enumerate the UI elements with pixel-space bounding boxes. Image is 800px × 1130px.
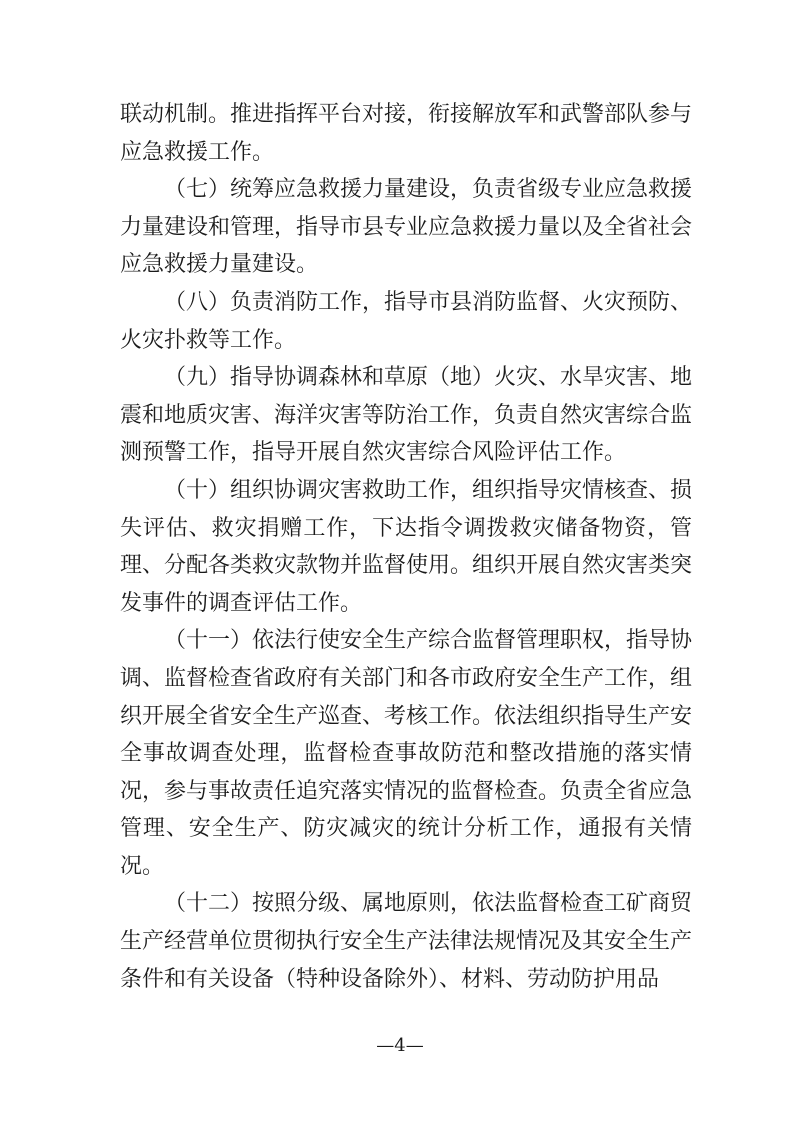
paragraph-item-8: （八）负责消防工作，指导市县消防监督、火灾预防、火灾扑救等工作。: [120, 289, 693, 353]
document-body: [120, 96, 692, 998]
paragraph-item-10: （十）组织协调灾害救助工作，组织指导灾情核查、损失评估、救灾捐赠工作，下达指令调拨救灾储备物资，管理、分配各类救灾款物并监督使用。组织开展自然灾害类突发事件的调查评估工作。: [120, 477, 693, 616]
paragraph-item-9: （九）指导协调森林和草原（地）火灾、水旱灾害、地震和地质灾害、海洋灾害等防治工作，负责自然灾害综合监测预警工作，指导开展自然灾害综合风险评估工作。: [120, 365, 693, 466]
page-number: —4—: [376, 1035, 424, 1056]
paragraph-item-7: （七）统筹应急救援力量建设，负责省级专业应急救援力量建设和管理，指导市县专业应急救援力量以及全省社会应急救援力量建设。: [120, 177, 693, 278]
paragraph-item-12: （十二）按照分级、属地原则，依法监督检查工矿商贸生产经营单位贯彻执行安全生产法律法规情况及其安全生产条件和有关设备（特种设备除外）、材料、劳动防护用品: [120, 891, 693, 992]
paragraph-continuation: 联动机制。推进指挥平台对接，衔接解放军和武警部队参与应急救援工作。: [120, 102, 693, 165]
paragraph-item-11: （十一）依法行使安全生产综合监督管理职权，指导协调、监督检查省政府有关部门和各市政府安全生产工作，组织开展全省安全生产巡查、考核工作。依法组织指导生产安全事故调查处理，监督检查事故防范和整改措施的落实情况，参与事故责任追究落实情况的监督检查。负责全省应急管理、安全生产、防灾减灾的统计分析工作，通报有关情况。: [120, 628, 693, 879]
